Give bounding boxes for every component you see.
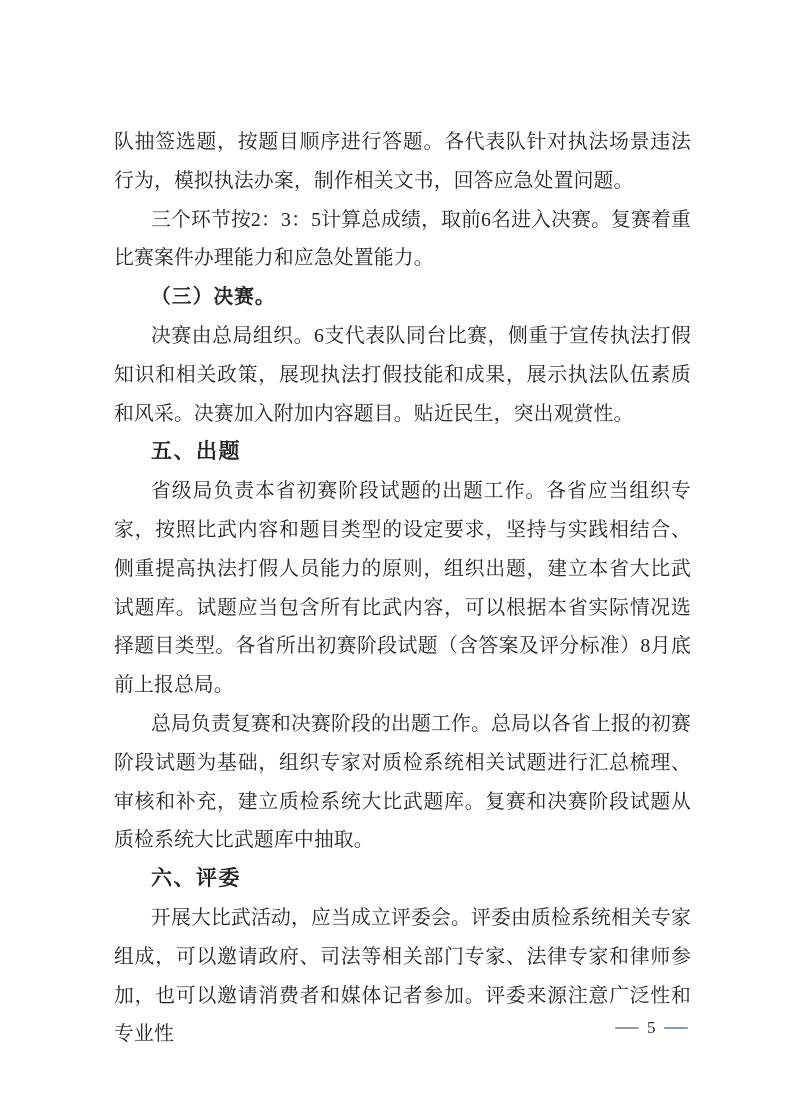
paragraph-score-calculation: 三个环节按2：3：5计算总成绩，取前6名进入决赛。复赛着重比赛案件办理能力和应急处置能力。 xyxy=(114,208,691,270)
section-heading-judges: 六、评委 xyxy=(151,867,241,891)
paragraph-provincial-question-setting: 省级局负责本省初赛阶段试题的出题工作。各省应当组织专家，按照比武内容和题目类型的设定要求，坚持与实践相结合、侧重提高执法打假人员能力的原则，组织出题，建立本省大比武试题库。试题应当包含所有比武内容，可以根据本省实际情况选择题目类型。各省所出初赛阶段试题（含答案及评分标准）8月底前上报总局。 xyxy=(114,480,691,697)
page-number xyxy=(615,1017,688,1039)
paragraph-final-round-details: 决赛由总局组织。6支代表队同台比赛，侧重于宣传执法打假知识和相关政策，展现执法打假技能和成果，展示执法队伍素质和风采。决赛加入附加内容题目。贴近民生，突出观赏性。 xyxy=(114,324,691,425)
page-number-dash-left-icon xyxy=(615,1027,639,1029)
subsection-heading-final-round: （三）决赛。 xyxy=(151,286,276,309)
section-heading-question-setting: 五、出题 xyxy=(151,440,241,464)
page-number-dash-right-icon xyxy=(664,1027,688,1029)
paragraph-judges-composition: 开展大比武活动，应当成立评委会。评委由质检系统相关专家组成，可以邀请政府、司法等相关部门专家、法律专家和律师参加，也可以邀请消费者和媒体记者参加。评委来源注意广泛性和专业性 xyxy=(114,906,691,1046)
document-body xyxy=(114,123,691,1054)
page-number-value: 5 xyxy=(647,1018,656,1037)
paragraph-answering-procedure: 队抽签选题，按题目顺序进行答题。各代表队针对执法场景违法行为，模拟执法办案，制作相关文书，回答应急处置问题。 xyxy=(114,131,691,192)
paragraph-national-question-setting: 总局负责复赛和决赛阶段的出题工作。总局以各省上报的初赛阶段试题为基础，组织专家对质检系统相关试题进行汇总梳理、审核和补充，建立质检系统大比武题库。复赛和决赛阶段试题从质检系统大比武题库中抽取。 xyxy=(114,712,691,852)
